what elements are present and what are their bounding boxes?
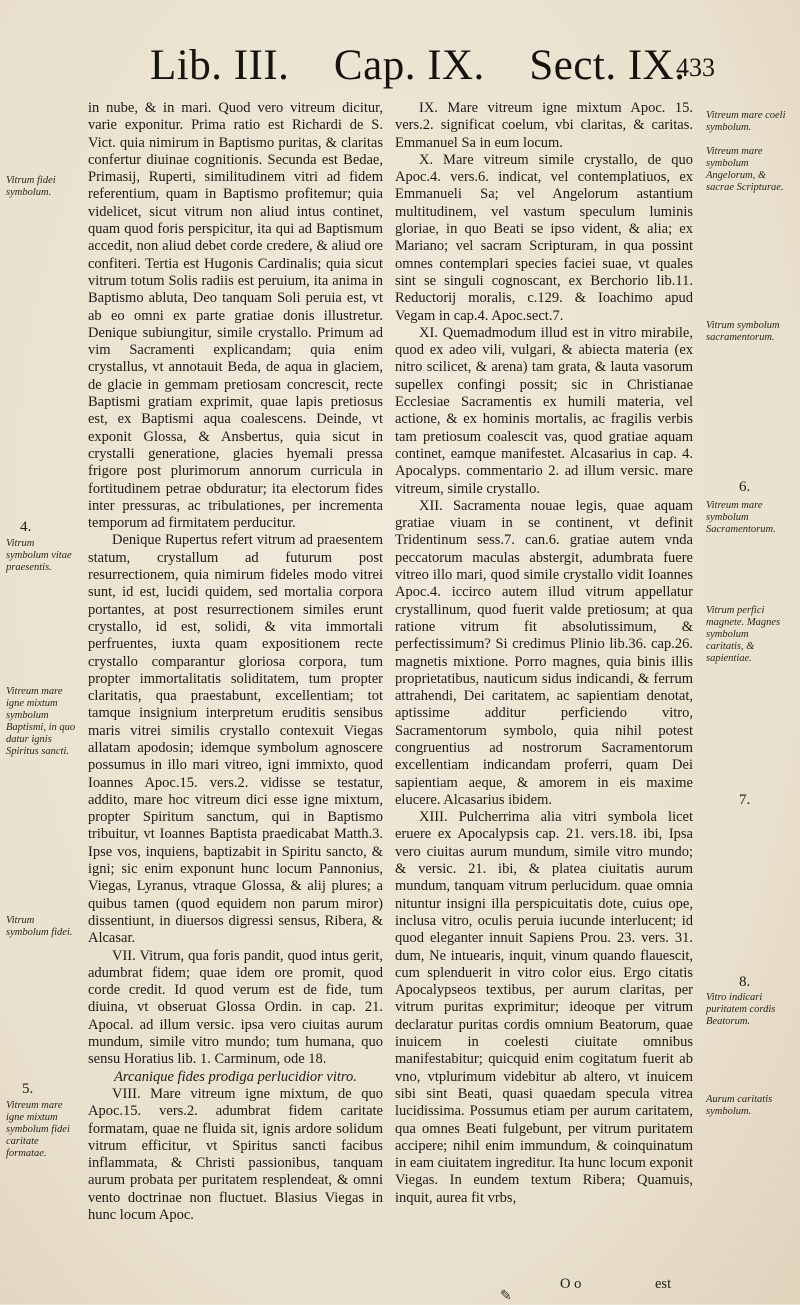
right-para-xiii: XIII. Pulcherrima alia vitri symbola licet eruere ex Apocalypsis cap. 21. vers.18. ibi, Ipsa vero ciuitas aurum mundum, simile vitro mundo; & versic. 21. ibi, & platea ciuitatis aurum mundum, tanquam vitrum perlucidum. quae omnia nituntur insigni illa perspicuitatis dote, cuius ope, inclusa vitro, oculis peruia iucunde interlucent; id quod eleganter innuit Sapiens Prou. 23. vers. 31. dum, Ne intuearis, inquit, vinum quando flauescit, cum splenduerit in vitro color eius. Ergo citatis Apocalypseos textibus, per aurum claritas, per vitrum puritas exprimitur; ideoque per vitrum declaratur puritas cordis omnium Beatorum, quae inuicem in coelesti ciuitate omnibus manifestabitur; quicquid enim cogitatum fuerit ab vno, vtplurimum videbitur ab altero, vt inuicem sibi sint Beati, quasi quaedam specula vitrea lucidissima. Possumus etiam per aurum caritatem, qua omnes Beati fulgebunt, per vitrum puritatem accipere; nihil enim immundum, & coinquinatum in eam ciuitatem ingreditur. Ita hunc locum exponit Viegas. In eundem textum Ribera; Quamuis, inquit, aurea fit vrbs, (395, 809, 693, 1206)
left-column (88, 100, 383, 1224)
running-header (150, 40, 686, 92)
margin-note-left-3: Vitreum mare igne mixtum symbolum Baptismi, in quo datur ignis Spiritus sancti. (6, 686, 76, 757)
margin-note-left-1: Vitrum fidei symbolum. (6, 175, 56, 198)
margin-note-right-7: Aurum caritatis symbolum. (706, 1094, 773, 1117)
left-para-3: VII. Vitrum, qua foris pandit, quod intus gerit, adumbrat fidem; quae idem ore promit, quod corde credit. Id quod verum est de fide, tum diuina, vt obseruat Glossa Ordin. in cap. 21. Apocal. ad illum versic. ipsa vero ciuitas aurum mundum, simile vitro mundo; tum humana, quo sensu Horatius lib. 1. Carminum, ode 18. (88, 947, 383, 1068)
right-para-x: X. Mare vitreum simile crystallo, de quo Apoc.4. vers.6. indicat, vel contemplatiuos, ex Emmanueli Sa; vel Angelorum astantium multitudinem, vel vastum speculum luminis gloriae, in quo Beati se ipso vident, & alia; ex Mariano; vel sacram Scripturam, in qua possint omnes contemplari species faciei suae, vt quales sint se singuli cognoscant, ex Berchorio lib.11. Reductorij moralis, c.129. & Ioachimo apud Vegam in cap.4. Apoc.sect.7. (395, 151, 693, 324)
section-number-5: 5. (22, 1081, 34, 1097)
header-chapter: Cap. IX. (333, 42, 485, 89)
left-para-1: in nube, & in mari. Quod vero vitreum dicitur, varie exponitur. Prima ratio est Richardi de S. Vict. quia nimirum in Baptismo puritas, & claritas confertur diuinae cognitionis. Secunda est Bedae, Primasij, Ruperti, similitudinem vitri ad fidem referentium, quam in Baptismo profitemur; quia videlicet, sicut vitrum non aliud intus continet, quam quod foris perspicitur, ita qui ad Baptismum accedit, non aliud debet corde credere, & aliud ore confiteri. Tertia est Hugonis Cardinalis; quia sicut vitrum totum Solis radiis est peruium, ita anima in Baptismo abluta, Deo tanquam Soli peruia est, vt ab eo omni ex parte gratiae donis illustretur. Denique subiungitur, simile crystallo. Primum ad vim Sacramenti explicandam; quia enim crystallus, vt annotauit Beda, de aqua in glaciem, de glacie in gemmam pretiosam concrescit, recte Baptismi gratiam exprimit, quae lapis pretiosus est, ex Baptismi aqua coalescens. Deinde, vt exponit Glossa, & Ansbertus, quia sicut in crystalli generatione, glacies hyemali pressa frigore post plurimorum annorum curricula in fortitudinem petrae obduratur; ita electorum fides inter pressuras, ac tribulationes, per incrementa temporum ad firmitatem perducitur. (88, 100, 383, 532)
margin-note-right-6: Vitro indicari puritatem cordis Beatorum. (706, 992, 776, 1027)
right-column (395, 100, 693, 1207)
margin-note-right-5: Vitrum perfici magnete. Magnes symbolum caritatis, & sapientiae. (706, 605, 781, 664)
page-number: 433 (676, 53, 715, 82)
margin-note-right-4: Vitreum mare symbolum Sacramentorum. (706, 500, 776, 535)
margin-note-left-4: Vitrum symbolum fidei. (6, 915, 73, 938)
page-flourish-icon: ✎ (500, 1289, 512, 1304)
margin-note-left-2: Vitrum symbolum vitae praesentis. (6, 538, 72, 573)
section-number-6: 6. (739, 479, 751, 495)
left-para-2: Denique Rupertus refert vitrum ad praesentem statum, crystallum ad futurum post resurrectionem, quia nimirum fideles modo vitrei sunt, id est, lucidi quidem, sed mortalia corpora portantes, at post resurrectionem similes erunt crystallo, id est, solidi, & vita immortali perfruentes, iuxta quam expositionem recte crystallo comparantur gloriosa corpora, tum propter immortalitatis soliditatem, tum propter claritatis, qua praestabunt, excellentiam; tot tamque insignium interpretum eruditis sensibus maris vitrei similis crystallo contexuit Viegas allatam apodosin; idemque symbolum agnoscere possumus in illo mari vitreo, igni immixto, quod Ioannes Apoc.15. vers.2. vidisse se testatur, addito, mare hoc vitreum dici esse igne mixtum, propter Spiritum sanctum, qui in Baptismo tribuitur, vt Ioannes Baptista praedicabat Matth.3. Ipse vos, inquiens, baptizabit in Spiritu sancto, & igni; sic enim exponunt hunc locum Pannonius, Viegas, Lyranus, vtraque Glossa, & alij plures; a quibus tamen (quod equidem non parum miror) dissentiunt, in diuersos digressi sensus, Ribera, & Alcasar. (88, 532, 383, 947)
section-number-4: 4. (20, 519, 32, 535)
catchword: est (655, 1276, 672, 1292)
margin-note-right-1: Vitreum mare coeli symbolum. (706, 110, 786, 133)
horace-quote: Arcanique fides prodiga perlucidior vitro. (114, 1068, 357, 1085)
right-para-xii: XII. Sacramenta nouae legis, quae aquam gratiae viuam in se continent, vt definit Tridentinum sess.7. can.6. gratiae autem vnda peccatorum maculas abstergit, adumbrata fuere vitreo illo mari, quod simile crystallo vidit Ioannes Apoc.4. iccirco autem illud vitrum appellatur crystallinum, quod fuerit valde pretiosum; at qua ratione vitrum fit absolutissimum, & perfectissimum? Si credimus Plinio lib.36. cap.26. magnetis mixtione. Porro magnes, quia binis illis proprietatibus, nauticum sidus indicandi, & ferrum attrahendi, Dei caritatem, ac sapientiam denotat, aptissime additur perficiendo vitro, Sacramentorum symbolo, quia nihil potest congruentius ad nostrorum Sacramentorum excellentiam indicandam proferri, quam Dei sapientiam aeque, & amorem in eis maxime elucere. Alcasarius ibidem. (395, 497, 693, 808)
section-number-8: 8. (739, 974, 751, 990)
signature-mark: O o (560, 1276, 582, 1292)
header-book: Lib. III. (150, 42, 290, 89)
right-para-xi: XI. Quemadmodum illud est in vitro mirabile, quod ex adeo vili, vulgari, & abiecta materia (ex nitro scilicet, & arena) tam grata, & lauta vasorum supellex confingi possit; sic in Christianae Ecclesiae Sacramentis ex humili materia, vel actione, & ex hominis mortalis, ac fragilis verbis tam pretiosum coalescit vas, quod gratiae aquam continet, eamque manifestet. Alcasarius in cap. 4. Apocalyps. commentario 2. ad illum versic. mare vitreum, simile crystallo. (395, 324, 693, 497)
right-para-ix: IX. Mare vitreum igne mixtum Apoc. 15. vers.2. significat coelum, vbi claritas, & caritas. Emmanuel Sa in eum locum. (395, 100, 693, 151)
margin-note-left-5: Vitreum mare igne mixtum symbolum fidei caritate formatae. (6, 1100, 70, 1159)
margin-note-right-3: Vitrum symbolum sacramentorum. (706, 320, 780, 343)
section-number-7: 7. (739, 792, 751, 808)
margin-note-right-2: Vitreum mare symbolum Angelorum, & sacrae Scripturae. (706, 146, 784, 193)
left-para-5: VIII. Mare vitreum igne mixtum, de quo Apoc.15. vers.2. adumbrat fidem caritate formatam, quae ne fluida sit, ignis ardore solidum vitrum efficitur, vt Spiritus sancti facibus inflammata, & Christi passionibus, tanquam aurum probata per puritatem resplendeat, & omni vento doctrinae non fluctuet. Blasius Viegas in hunc locum Apoc. (88, 1085, 383, 1223)
header-section: Sect. IX. (529, 42, 686, 89)
